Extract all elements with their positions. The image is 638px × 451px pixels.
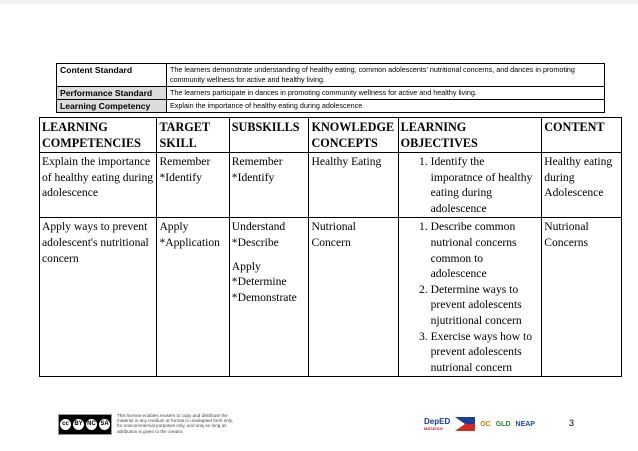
learning-competency-row	[57, 100, 605, 113]
competency-cell: Explain the importance of healthy eating during adolescence	[40, 153, 157, 218]
header-content: CONTENT	[542, 118, 622, 153]
learning-competency-text: Explain the importance of healthy eating during adolescence	[167, 100, 605, 113]
page-number: 3	[569, 418, 575, 428]
objective-item: 1. Identify the imporatnce of healthy eating during adolescence	[431, 154, 540, 216]
target-skill-line: *Identify	[159, 170, 202, 184]
oc-logo: OC	[480, 420, 491, 428]
cc-nc-icon: NC	[86, 419, 97, 430]
objectives-cell	[398, 153, 542, 218]
cc-by-icon: BY	[73, 419, 84, 430]
performance-standard-label: Performance Standard	[57, 87, 167, 100]
curriculum-table	[39, 117, 622, 377]
target-skill-line: *Application	[159, 235, 220, 249]
deped-logo-text: DepED	[424, 416, 451, 426]
subskill-line: Understand	[231, 220, 286, 234]
subskill-line: Remember	[231, 155, 283, 168]
header-learning-objectives: LEARNING OBJECTIVES	[398, 118, 542, 153]
content-standard-label: Content Standard	[57, 64, 167, 87]
subskill-line: *Describe	[231, 235, 279, 249]
objectives-list	[401, 154, 540, 216]
standards-table	[56, 63, 605, 113]
content-standard-row	[57, 64, 605, 87]
table-row	[40, 153, 622, 218]
header-subskills: SUBSKILLS	[229, 118, 309, 153]
subskill-spacer	[232, 251, 307, 259]
performance-standard-text: The learners participate in dances in promoting community wellness for active and healthy living.	[167, 87, 605, 100]
flag-logo-icon	[455, 417, 475, 431]
content-cell: Healthy eating during Adolescence	[542, 153, 622, 218]
subskills-cell	[229, 153, 309, 218]
objective-item: 2. Determine ways to prevent adolescents njutritional concern	[431, 282, 540, 329]
objective-item: 3. Exercise ways how to prevent adolescents nutrional concern	[431, 329, 540, 376]
cc-sa-icon: SA	[99, 419, 110, 430]
gld-logo: GLD	[495, 420, 511, 428]
header-knowledge-concepts: KNOWLEDGE CONCEPTS	[309, 118, 398, 153]
subskill-line: *Identify	[231, 170, 275, 184]
neap-logo: NEAP	[515, 420, 535, 428]
table-row	[40, 218, 622, 377]
knowledge-cell: Healthy Eating	[309, 153, 398, 218]
competency-cell: Apply ways to prevent adolescent's nutritional concern	[40, 218, 157, 377]
header-target-skill: TARGET SKILL	[157, 118, 229, 153]
content-standard-text: The learners demonstrate understanding of healthy eating, common adolescents' nutritional concerns, and dances in promoting community wellness for active and healthy living.	[167, 64, 605, 87]
content-cell: Nutrional Concerns	[542, 218, 622, 377]
deped-logo	[424, 418, 450, 431]
learning-competency-label: Learning Competency	[57, 100, 167, 113]
target-skill-cell	[157, 218, 229, 377]
deped-logo-subtext: MATATAG	[424, 425, 443, 431]
performance-standard-row	[57, 87, 605, 100]
target-skill-line: Remember	[159, 155, 211, 168]
objectives-list	[401, 219, 540, 375]
objective-item: 1. Describe common nutrional concerns common to adolescence	[431, 219, 540, 281]
target-skill-line: Apply	[159, 220, 189, 234]
header-row	[40, 118, 622, 153]
license-text: This license enables reusers to copy and distribute the material in any medium or format in unadapted form only, for noncommercial purposes only, and only so long as attribution is given to the creator.	[117, 413, 234, 434]
creative-commons-badge	[58, 414, 112, 435]
objectives-cell	[398, 218, 542, 377]
knowledge-cell: Nutrional Concern	[309, 218, 398, 377]
header-learning-competencies: LEARNING COMPETENCIES	[40, 118, 157, 153]
cc-icon: cc	[60, 419, 71, 430]
target-skill-cell	[157, 153, 229, 218]
subskill-line: *Determine	[231, 275, 287, 289]
subskill-line: *Demonstrate	[231, 290, 297, 304]
footer-logos	[424, 411, 535, 437]
subskill-line: Apply	[231, 259, 261, 273]
page-top-edge	[0, 0, 638, 4]
subskills-cell	[229, 218, 309, 377]
